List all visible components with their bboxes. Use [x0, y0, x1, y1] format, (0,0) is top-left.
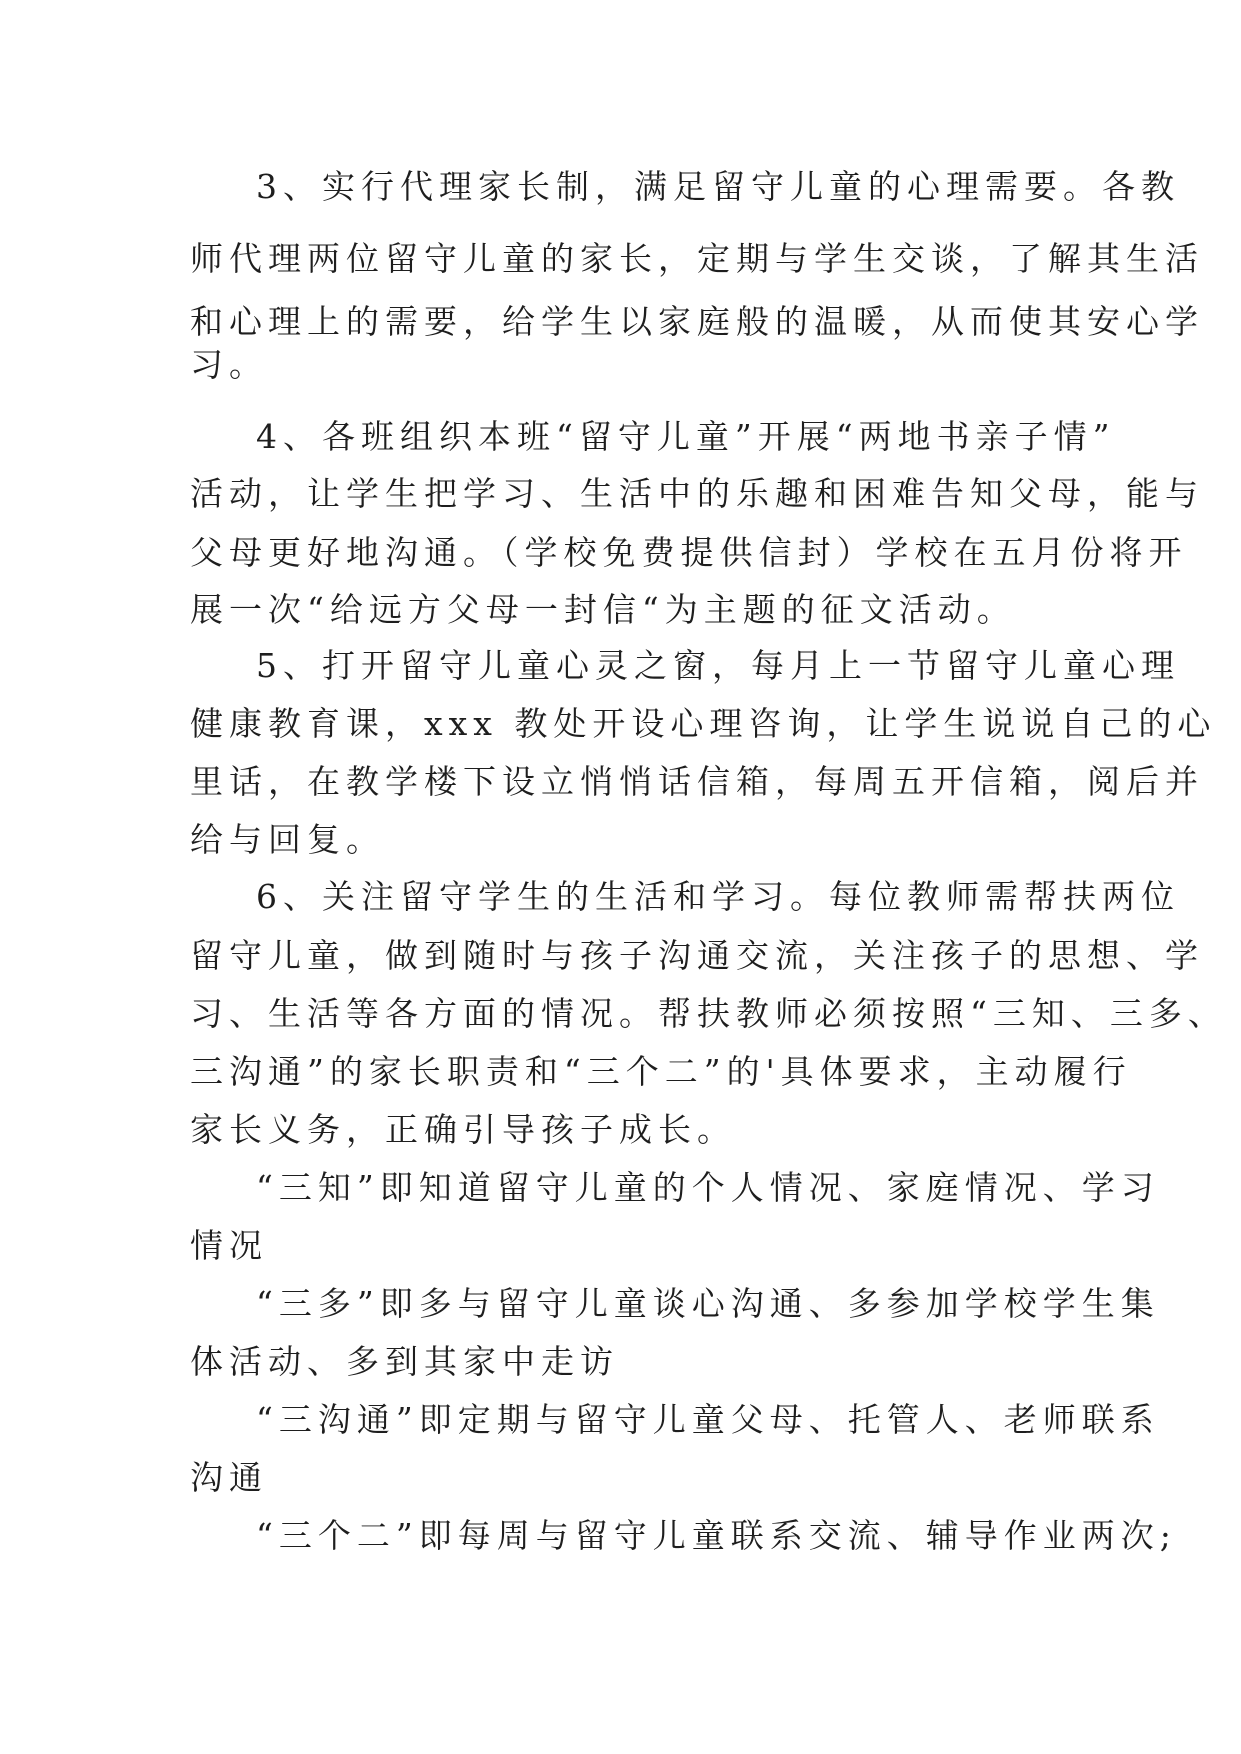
text-line: 里话，在教学楼下设立悄悄话信箱，每周五开信箱，阅后并: [190, 762, 1204, 801]
text-line: 三沟通”的家长职责和“三个二”的'具体要求，主动履行: [190, 1052, 1132, 1091]
text-line: 体活动、多到其家中走访: [190, 1342, 619, 1381]
text-line: 5、打开留守儿童心灵之窗，每月上一节留守儿童心理: [256, 646, 1180, 685]
text-line: “三知”即知道留守儿童的个人情况、家庭情况、学习: [256, 1168, 1160, 1207]
text-line: 展一次“给远方父母一封信“为主题的征文活动。: [190, 590, 1016, 629]
text-line: 健康教育课，xxx 教处开设心理咨询，让学生说说自己的心: [190, 704, 1217, 743]
text-line: 情况: [190, 1226, 268, 1265]
text-line: 留守儿童，做到随时与孩子沟通交流，关注孩子的思想、学: [190, 936, 1204, 975]
text-line: 给与回复。: [190, 820, 385, 859]
text-line: “三沟通”即定期与留守儿童父母、托管人、老师联系: [256, 1400, 1160, 1439]
text-line: 师代理两位留守儿童的家长，定期与学生交谈，了解其生活: [190, 239, 1204, 278]
text-line: 家长义务，正确引导孩子成长。: [190, 1110, 736, 1149]
text-line: 沟通: [190, 1458, 268, 1497]
text-line: 3、实行代理家长制，满足留守儿童的心理需要。各教: [256, 167, 1180, 206]
text-line: 活动，让学生把学习、生活中的乐趣和困难告知父母，能与: [190, 474, 1204, 513]
text-line: 父母更好地沟通。（学校免费提供信封）学校在五月份将开: [190, 533, 1188, 572]
text-line: 和心理上的需要，给学生以家庭般的温暖，从而使其安心学: [190, 302, 1204, 341]
text-line: “三个二”即每周与留守儿童联系交流、辅导作业两次;: [256, 1516, 1177, 1555]
text-line: 6、关注留守学生的生活和学习。每位教师需帮扶两位: [256, 877, 1180, 916]
text-line: 习、生活等各方面的情况。帮扶教师必须按照“三知、三多、: [190, 994, 1227, 1033]
text-line: 习。: [190, 345, 268, 384]
text-line: “三多”即多与留守儿童谈心沟通、多参加学校学生集: [256, 1284, 1160, 1323]
text-line: 4、各班组织本班“留守儿童”开展“两地书亲子情”: [256, 417, 1116, 456]
